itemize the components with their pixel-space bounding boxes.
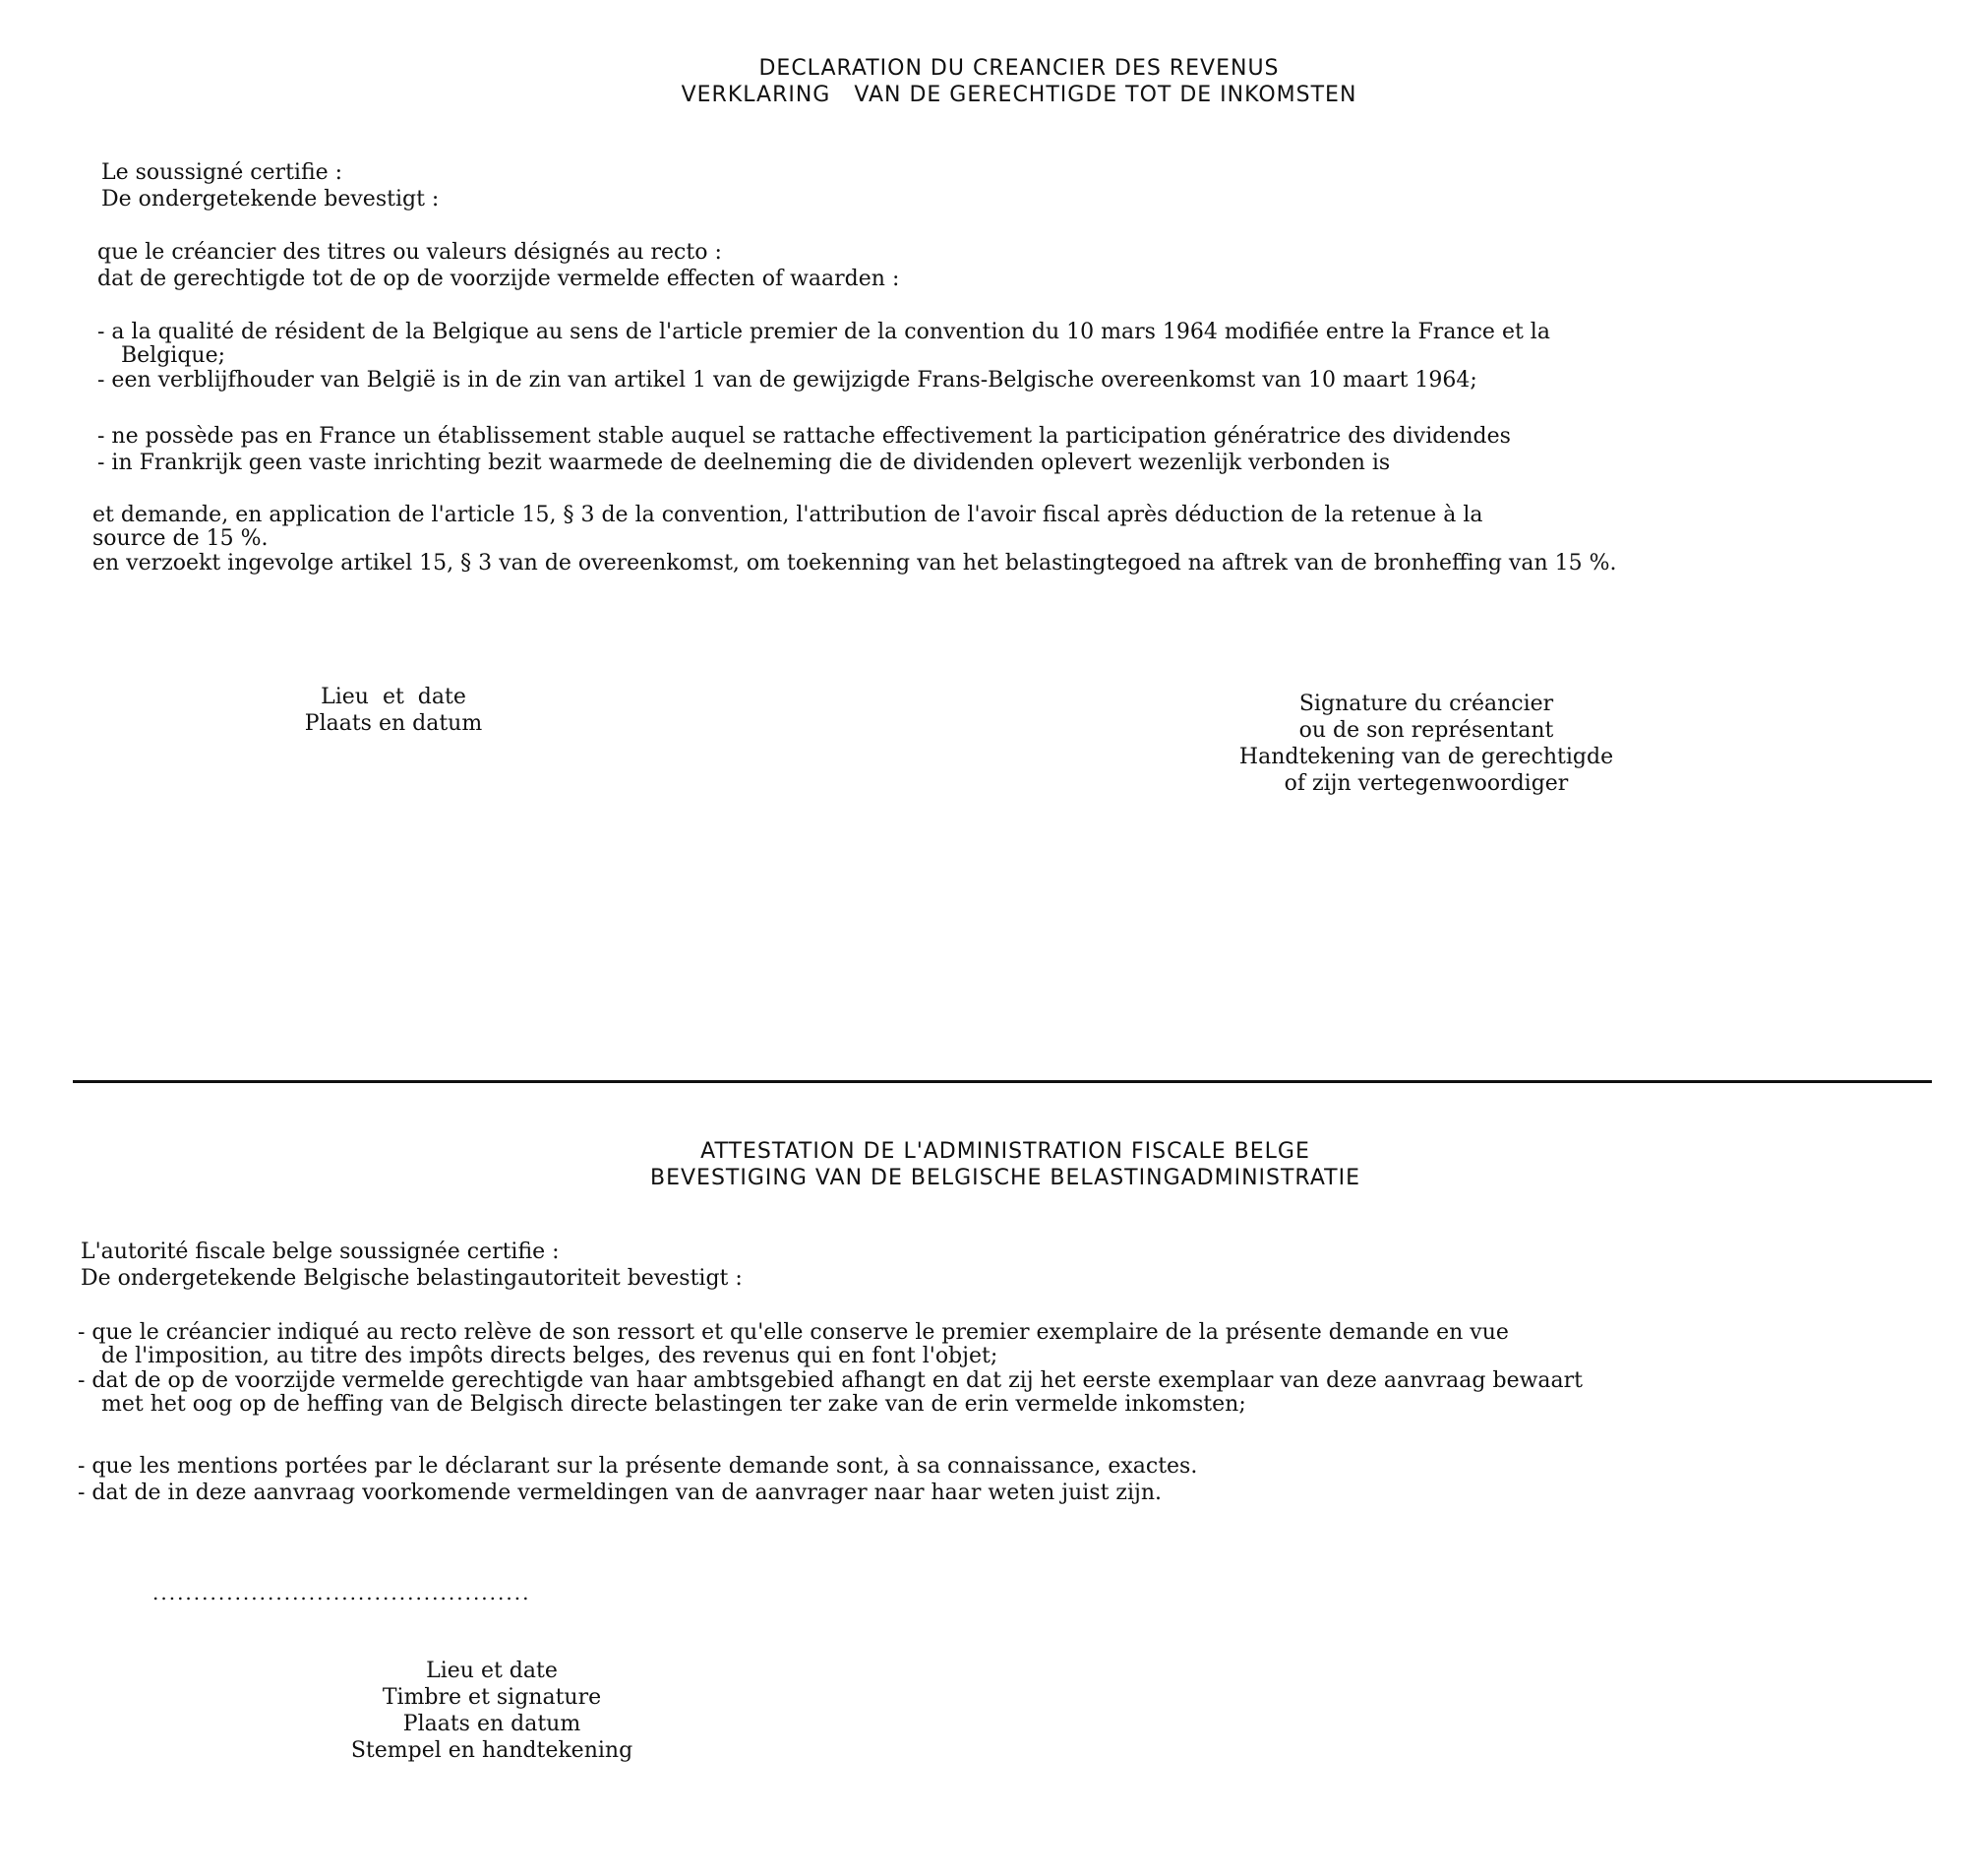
residency-item — [97, 319, 1550, 393]
intro-fr: Le soussigné certifie : — [101, 160, 343, 185]
declaration-place-date — [266, 684, 521, 737]
request-statement — [92, 502, 1617, 576]
signature-nl-2: of zijn vertegenwoordiger — [1284, 771, 1569, 796]
attestation-intro-fr: L'autorité fiscale belge soussignée certifie : — [81, 1240, 560, 1264]
signature-nl-1: Handtekening van de gerechtigde — [1238, 745, 1614, 769]
declaration-title-nl: VERKLARING VAN DE GERECHTIGDE TOT DE INKOMSTEN — [681, 83, 1357, 107]
jurisdiction-item — [78, 1319, 1583, 1416]
declaration-title-fr: DECLARATION DU CREANCIER DES REVENUS — [758, 56, 1280, 81]
attestation-title-fr: ATTESTATION DE L'ADMINISTRATION FISCALE BELGE — [700, 1139, 1310, 1164]
attestation-intro-nl: De ondergetekende Belgische belastingautoriteit bevestigt : — [81, 1266, 743, 1291]
section-divider — [73, 1080, 1932, 1083]
request-fr-line1: et demande, en application de l'article 15, § 3 de la convention, l'attribution de l'avoir fiscal après déduction de la retenue à la — [92, 503, 1483, 527]
request-nl: en verzoekt ingevolge artikel 15, § 3 van de overeenkomst, om toekenning van het belastingtegoed na aftrek van de bronheffing van 15 %. — [92, 551, 1617, 575]
att-place-date-nl: Plaats en datum — [402, 1712, 581, 1736]
signature-fr-1: Signature du créancier — [1298, 692, 1554, 716]
att-item1-fr-line2: de l'imposition, au titre des impôts directs belges, des revenus qui en font l'objet; — [101, 1344, 998, 1368]
att-item1-nl-line1: - dat de op de voorzijde vermelde gerechtigde van haar ambtsgebied afhangt en dat zij het eerste exemplaar van deze aanvraag bewaart — [78, 1368, 1584, 1393]
creditor-fr: que le créancier des titres ou valeurs désignés au recto : — [97, 240, 722, 265]
item1-fr-line1: - a la qualité de résident de la Belgique au sens de l'article premier de la convention du 10 mars 1964 modifiée entre la France et la — [97, 320, 1550, 344]
att-item2-fr: - que les mentions portées par le déclarant sur la présente demande sont, à sa connaissance, exactes. — [78, 1454, 1198, 1479]
att-stamp-nl: Stempel en handtekening — [350, 1738, 633, 1763]
creditor-nl: dat de gerechtigde tot de op de voorzijde vermelde effecten of waarden : — [97, 267, 900, 291]
att-item2-nl: - dat de in deze aanvraag voorkomende vermeldingen van de aanvrager naar haar weten juist zijn. — [78, 1481, 1163, 1505]
signature-fr-2: ou de son représentant — [1298, 718, 1554, 743]
place-date-fr: Lieu et date — [321, 685, 466, 709]
place-date-nl: Plaats en datum — [304, 711, 483, 736]
signature-dotted-line: .............................................. — [152, 1581, 531, 1604]
att-stamp-fr: Timbre et signature — [382, 1685, 602, 1710]
declaration-intro — [101, 159, 439, 212]
attestation-title-nl: BEVESTIGING VAN DE BELGISCHE BELASTINGADMINISTRATIE — [650, 1166, 1360, 1190]
item1-fr-line2: Belgique; — [121, 343, 226, 368]
attestation-stamp-block — [305, 1658, 679, 1764]
accuracy-item — [78, 1453, 1197, 1506]
request-fr-line2: source de 15 %. — [92, 526, 269, 551]
establishment-item — [97, 423, 1511, 476]
att-item1-nl-line2: met het oog op de heffing van de Belgisch directe belastingen ter zake van de erin vermelde inkomsten; — [101, 1392, 1246, 1417]
att-item1-fr-line1: - que le créancier indiqué au recto relève de son ressort et qu'elle conserve le premier exemplaire de la présente demande en vue — [78, 1320, 1509, 1345]
attestation-title-block — [14, 1138, 1983, 1191]
item2-fr: - ne possède pas en France un établissement stable auquel se rattache effectivement la participation génératrice des dividendes — [97, 424, 1511, 449]
item2-nl: - in Frankrijk geen vaste inrichting bezit waarmede de deelneming die de dividenden oplevert wezenlijk verbonden is — [97, 451, 1391, 475]
creditor-statement — [97, 239, 899, 292]
intro-nl: De ondergetekende bevestigt : — [101, 187, 440, 212]
attestation-intro — [81, 1239, 743, 1292]
att-place-date-fr: Lieu et date — [426, 1659, 558, 1683]
declaration-title-block — [28, 55, 1983, 108]
item1-nl: - een verblijfhouder van België is in de zin van artikel 1 van de gewijzigde Frans-Belgische overeenkomst van 10 maart 1964; — [97, 368, 1477, 393]
creditor-signature-block — [1171, 691, 1682, 797]
